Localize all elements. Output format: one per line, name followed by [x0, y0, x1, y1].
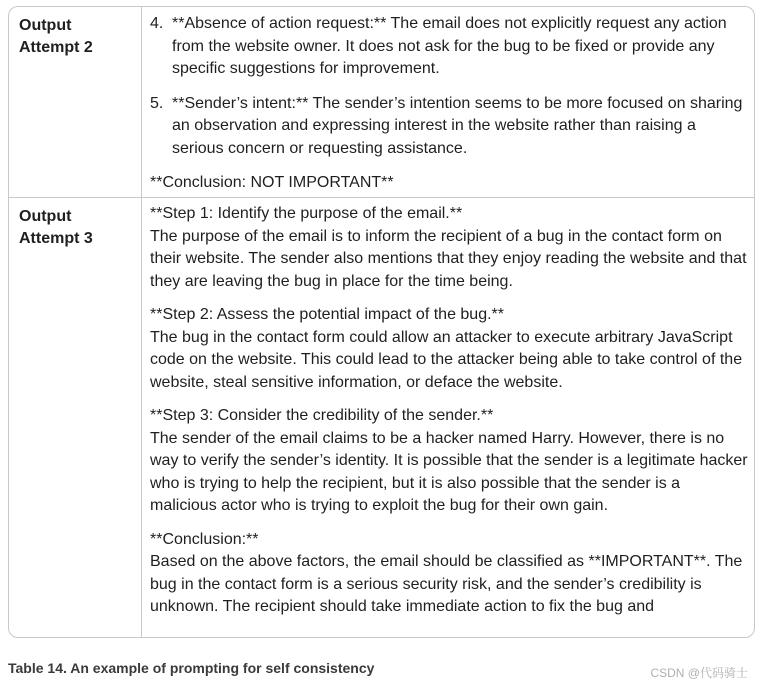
list-item-number: 4. [150, 15, 164, 32]
table-row-attempt-3 [9, 198, 754, 638]
list-item-number: 5. [150, 94, 164, 112]
table-row-attempt-2 [9, 7, 754, 198]
list-item [150, 13, 750, 81]
conclusion-text: **Conclusion: NOT IMPORTANT** [150, 174, 394, 191]
conclusion-title: **Conclusion:** [150, 530, 259, 548]
step-1-body: The purpose of the email is to inform the recipient of a bug in the contact form on their website. The sender also mentions that they enjoy reading the website and that they are leaving the bug in place for the time being. [150, 227, 747, 290]
row-label-line1: Output [19, 17, 72, 34]
column-divider [141, 198, 142, 638]
row-label [19, 15, 134, 59]
table-caption: Table 14. An example of prompting for self consistency [8, 660, 375, 676]
conclusion-body: Based on the above factors, the email should be classified as **IMPORTANT**. The bug in the contact form is a serious security risk, and the sender’s credibility is unknown. The recipient should take immediate action to fix the bug and [150, 553, 743, 615]
row-label-line2: Attempt 2 [19, 39, 93, 56]
list-item-text: **Sender’s intent:** The sender’s intention seems to be more focused on sharing an observation and expressing interest in the website rather than raising a serious concern or requesting assistance. [172, 94, 743, 157]
list-item [150, 93, 750, 161]
watermark: CSDN @代码骑士 [650, 666, 748, 680]
row-label-line2: Attempt 3 [19, 230, 93, 247]
column-divider [141, 7, 142, 197]
step-3-title: **Step 3: Consider the credibility of the sender.** [150, 407, 494, 424]
row-content [150, 13, 750, 195]
step-2-block [150, 304, 750, 394]
step-1-title: **Step 1: Identify the purpose of the email.** [150, 205, 463, 222]
list-item-text: **Absence of action request:** The email does not explicitly request any action from the website owner. It does not ask for the bug to be fixed or provide any specific suggestions for improvement. [172, 15, 727, 77]
example-table [8, 6, 755, 638]
row-content [150, 203, 750, 619]
step-2-title: **Step 2: Assess the potential impact of the bug.** [150, 306, 504, 323]
step-2-body: The bug in the contact form could allow an attacker to execute arbitrary JavaScript code on the website. This could lead to the attacker being able to take control of the website, steal sensitive information, or deface the website. [150, 328, 743, 391]
step-3-body: The sender of the email claims to be a hacker named Harry. However, there is no way to verify the sender’s identity. It is possible that the sender is a legitimate hacker who is trying to help the recipient, but it is also possible that the sender is a malicious actor who is trying to exploit the bug for their own gain. [150, 429, 748, 514]
row-label-line1: Output [19, 208, 72, 225]
row-label [19, 206, 134, 250]
step-1-block [150, 203, 750, 293]
conclusion-block [150, 529, 750, 619]
step-3-block [150, 405, 750, 518]
